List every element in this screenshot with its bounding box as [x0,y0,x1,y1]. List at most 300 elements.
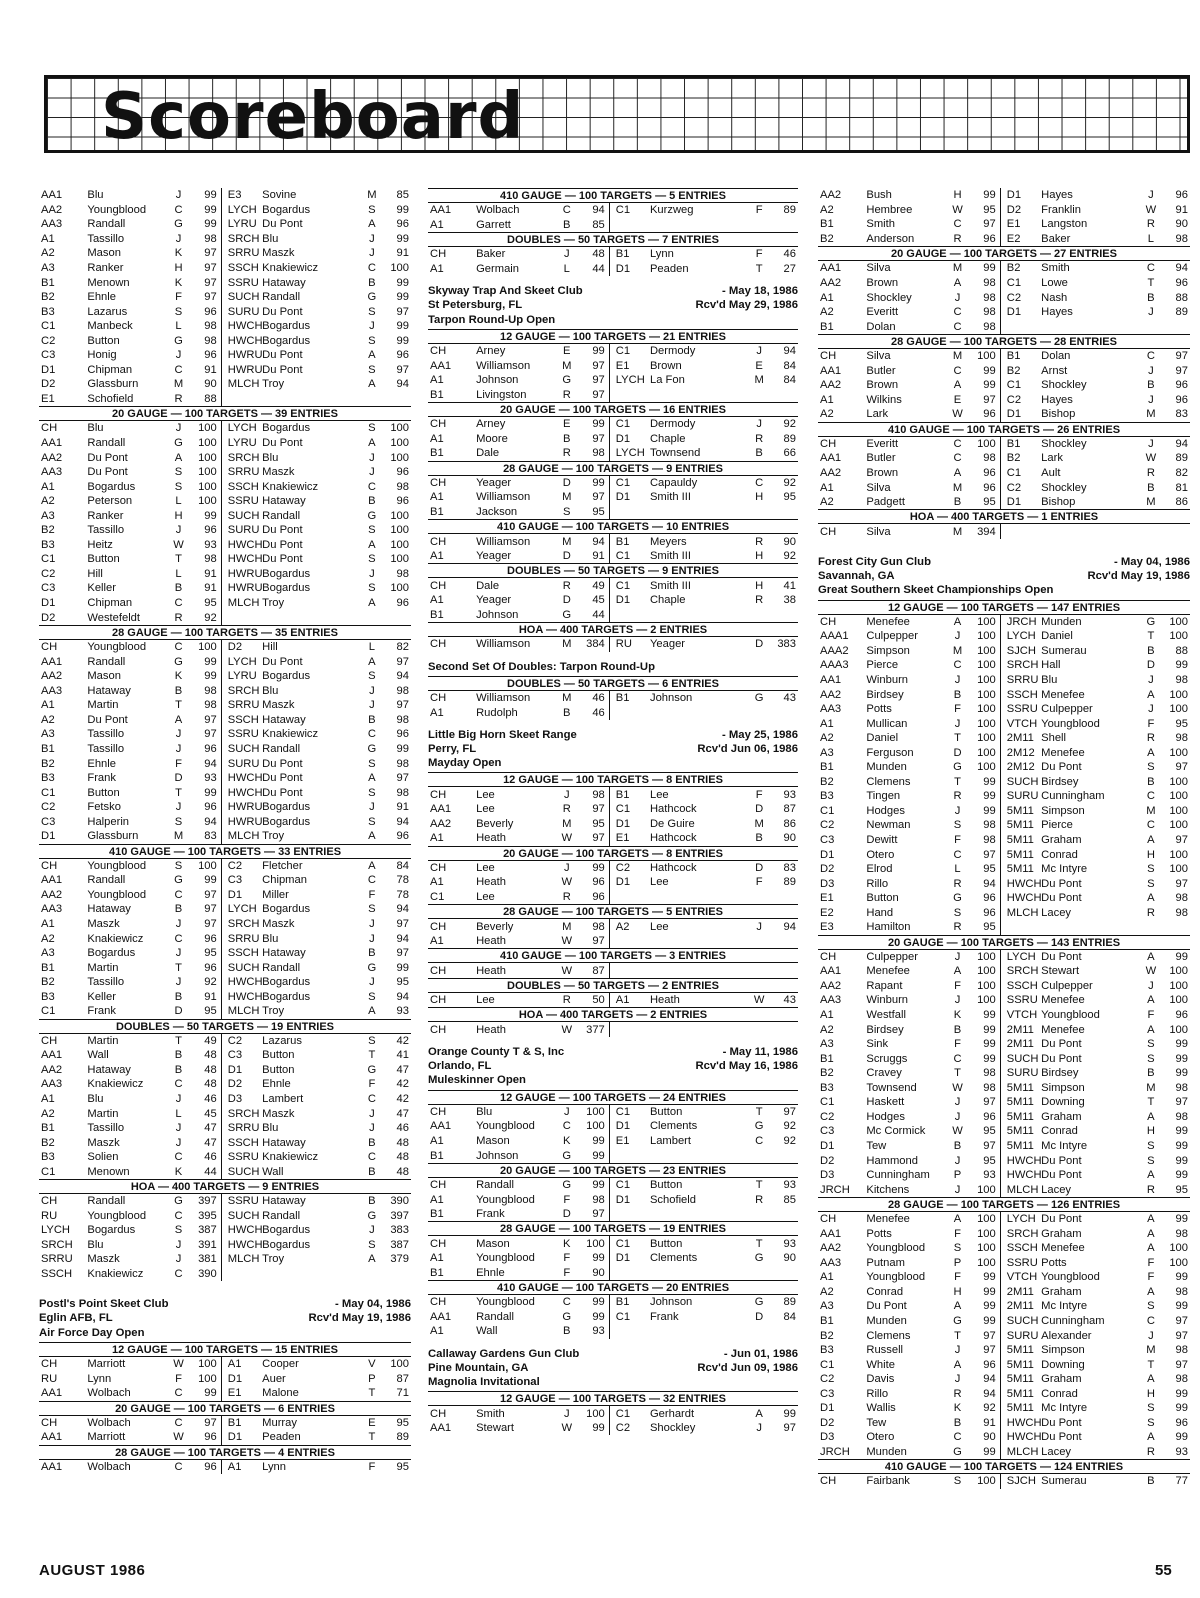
result-cell: AAA2 [820,644,849,657]
result-cell: L [368,641,376,654]
result-row [818,1008,1190,1023]
result-cell: A3 [41,947,55,960]
result-cell: 5M11 [1006,1358,1034,1371]
result-cell: 98 [967,1066,1000,1081]
result-cell: SUCH [227,1209,260,1222]
result-cell: D [174,1005,183,1018]
result-cell: 96 [188,348,221,363]
result-cell: Button [649,1237,683,1250]
result-cell: 97 [576,387,609,402]
result-cell: D1 [227,1372,243,1385]
received-date: Rcv'd Jun 06, 1986 [697,743,798,756]
result-cell: AA3 [820,994,842,1007]
event-header: 12 GAUGE — 100 TARGETS — 21 ENTRIES [428,329,798,344]
result-cell: T [755,1237,763,1250]
result-cell: 99 [967,261,1000,276]
event-header: 410 GAUGE — 100 TARGETS — 124 ENTRIES [818,1459,1190,1474]
result-row [818,349,1190,364]
result-cell: 100 [188,1357,221,1372]
result-row [818,1270,1190,1285]
result-cell: SUCH [227,509,260,522]
result-cell [750,890,769,905]
result-cell: Rapant [866,979,903,992]
result-cell: 46 [576,705,609,720]
result-cell: 50 [576,993,609,1008]
result-cell [768,1266,798,1281]
column-2 [428,188,798,1435]
result-cell: 96 [188,742,221,757]
result-cell: B1 [430,1149,444,1162]
result-row [428,607,798,622]
result-cell: Meyers [649,535,687,548]
result-cell: A2 [820,408,834,421]
result-cell: 94 [396,378,409,391]
result-cell: SSCH [227,480,259,493]
result-cell: Blu [87,1238,104,1251]
result-cell: G [367,509,377,522]
result-cell: K [174,276,183,289]
result-cell: J [954,1096,961,1109]
result-cell: Hataway [87,684,131,697]
result-cell: 98 [1175,1344,1188,1357]
result-cell: D1 [615,491,631,504]
result-cell: Du Pont [1041,1213,1082,1226]
result-cell: C3 [820,1387,835,1400]
result-cell: 96 [1175,277,1188,289]
result-cell: SURU [227,524,260,537]
result-cell: 95 [967,203,1000,218]
results-table [428,1178,798,1222]
result-cell: H [174,509,183,522]
result-cell: B1 [615,692,630,705]
result-row [428,1022,798,1037]
result-row [428,417,798,432]
result-cell: Munden [866,1445,907,1458]
result-row [39,989,411,1004]
result-cell: 99 [396,334,409,347]
result-cell: C [174,1078,183,1091]
result-cell: Dale [476,579,500,592]
result-cell: D1 [41,363,56,376]
result-row [39,1252,411,1267]
result-cell: J [1148,437,1154,450]
result-cell: 97 [967,1343,1000,1358]
result-cell: B1 [41,1122,55,1135]
result-cell: 98 [967,833,1000,848]
result-cell: SRRU [1006,674,1039,686]
result-cell: A1 [227,1358,242,1371]
result-cell: J [369,684,375,697]
event-name-row [428,313,798,327]
result-cell: Du Pont [262,349,303,362]
result-row [428,247,798,262]
result-cell: 48 [396,1136,409,1149]
result-cell: 94 [396,903,409,916]
result-cell: B2 [41,757,55,770]
result-cell: A2 [41,713,55,726]
result-cell: Maszk [87,1136,120,1149]
result-cell: Dolan [1041,350,1071,363]
result-row [818,1416,1190,1431]
result-cell: LYCH [227,422,257,435]
result-cell: B [755,832,763,845]
result-cell: 100 [1169,746,1188,759]
result-cell: Ault [1041,467,1061,480]
result-cell: Johnson [649,692,693,705]
result-cell: AA1 [430,803,452,816]
result-row [818,702,1190,717]
result-cell: A1 [820,393,834,406]
result-cell: J [756,418,762,431]
result-cell: HWRU [227,567,263,580]
result-cell: Menefee [1041,1023,1085,1036]
result-cell: AA1 [41,1431,63,1444]
event-name: Magnolia Invitational [428,1376,540,1389]
result-cell: 98 [188,232,221,247]
result-cell: Tassillo [87,1122,125,1135]
result-row [39,859,411,874]
result-cell: R [562,994,571,1007]
result-cell: J [954,674,961,686]
results-table [39,1034,411,1179]
result-cell: 99 [576,476,609,491]
result-cell: 82 [396,641,409,654]
result-cell: J [175,976,182,989]
result-cell: 100 [1169,688,1188,701]
result-cell: B1 [430,447,444,460]
result-cell: C [174,597,183,610]
result-cell: Otero [866,848,895,861]
result-cell: 100 [967,1212,1000,1227]
result-row [39,567,411,582]
result-cell: 100 [1169,994,1188,1007]
result-cell: 99 [188,1386,221,1401]
result-cell: 91 [188,363,221,378]
result-cell: R [755,432,764,445]
result-cell: Hill [87,567,103,580]
result-cell: M [1146,1081,1156,1094]
result-cell: E1 [820,892,834,905]
result-cell: 97 [396,947,409,960]
result-cell: R [562,891,571,903]
result-cell: Winburn [866,674,909,686]
result-cell: C [953,320,962,333]
result-cell: A2 [41,932,55,945]
result-cell: AA2 [430,817,452,830]
result-row [39,1357,411,1372]
club-location: Pine Mountain, GA [428,1361,529,1374]
result-cell [1041,524,1141,539]
result-cell: 95 [1175,1183,1188,1196]
result-cell: A1 [430,935,444,948]
result-cell: A [368,859,376,872]
result-cell: C2 [615,1422,631,1435]
result-row [39,975,411,990]
result-cell: Mc Cormick [866,1125,926,1138]
result-cell: H [953,1285,962,1298]
result-cell: 100 [1169,630,1188,643]
result-row [39,946,411,961]
received-date: Rcv'd May 29, 1986 [695,299,798,312]
result-cell: 100 [967,644,1000,659]
result-cell: HWRU [227,815,263,828]
result-cell: 390 [188,1267,221,1282]
result-cell [768,705,798,720]
result-cell: 90 [188,377,221,392]
result-cell: B2 [1006,364,1021,377]
result-cell: Capauldy [649,476,698,489]
result-cell: C1 [820,804,835,817]
result-cell [750,705,769,720]
result-row [428,1266,798,1281]
result-cell: Randall [262,742,301,755]
result-cell: C1 [41,553,56,566]
result-cell: G [367,742,377,755]
result-cell: De Guire [649,817,695,830]
event-name: Great Southern Skeet Championships Open [818,584,1054,597]
result-cell: 96 [967,1357,1000,1372]
result-cell: E1 [615,1134,630,1147]
result-cell: 93 [188,771,221,786]
result-row [818,789,1190,804]
result-cell: C [174,1209,183,1222]
result-cell: 95 [967,1124,1000,1139]
result-cell: H [953,189,962,202]
result-cell [768,1022,798,1037]
received-date: Rcv'd May 19, 1986 [1087,570,1190,583]
result-cell: J [175,1122,182,1135]
result-cell: MLCH [1006,1445,1039,1458]
result-cell: C1 [615,345,631,358]
result-cell: 48 [188,1077,221,1092]
result-cell: C [953,1431,962,1444]
result-cell: Dermody [649,345,696,358]
event-header: 28 GAUGE — 100 TARGETS — 19 ENTRIES [428,1221,798,1236]
result-cell: A1 [430,550,444,563]
result-cell: J [175,422,182,435]
result-cell: B [953,1023,962,1036]
result-cell: Maszk [262,247,295,260]
result-cell: 100 [967,702,1000,717]
result-cell: Livingston [476,388,527,401]
result-cell: B1 [41,742,55,755]
result-cell: Williamson [476,491,531,504]
result-cell: Heath [476,876,506,889]
result-cell: AA1 [430,1120,452,1133]
result-cell: Menefee [1041,1242,1085,1255]
result-cell: CH [41,1358,58,1371]
result-cell: G [174,334,183,347]
result-cell: 5M11 [1006,1081,1034,1094]
result-cell: 85 [783,1193,796,1206]
result-cell: C [367,262,376,274]
result-cell: E1 [615,359,630,372]
result-cell: HWCH [1006,1431,1042,1444]
result-cell: Mason [87,247,121,260]
result-cell: Ranker [87,262,124,274]
result-cell: 2M12 [1006,746,1035,759]
result-cell: 96 [396,349,409,362]
result-row [428,691,798,706]
result-cell: Lynn [262,1460,287,1473]
club-location: Eglin AFB, FL [39,1312,113,1325]
result-cell: C2 [1006,291,1022,304]
result-cell: Smith [866,218,895,231]
result-cell: Townsend [649,447,701,460]
result-cell: 99 [188,873,221,888]
result-row [39,392,411,407]
result-cell: J [954,804,961,817]
results-table [39,859,411,1019]
result-cell: Menown [87,1165,130,1178]
result-cell: A [953,379,962,392]
result-cell: A1 [41,1092,55,1105]
result-cell: S [1147,877,1155,890]
result-cell: SSRU [1006,1256,1038,1269]
result-cell: 95 [576,817,609,832]
result-row [818,1386,1190,1401]
result-cell: 2M11 [1006,1023,1034,1036]
result-cell: M [562,920,572,933]
result-cell: R [755,535,764,548]
result-cell: 91 [188,989,221,1004]
result-cell: M [754,817,764,830]
result-cell: A1 [430,374,444,387]
result-cell: Wall [87,1049,109,1062]
result-row [818,1357,1190,1372]
result-row [39,654,411,669]
result-cell: D3 [820,877,835,890]
result-cell: T [175,699,182,712]
result-cell: Tassillo [87,728,125,741]
result-row [818,1299,1190,1314]
result-row [39,290,411,305]
result-cell: Button [649,1179,683,1192]
result-cell: Newman [866,819,911,832]
result-row [428,358,798,373]
result-cell: 86 [783,817,796,830]
shoot-date: - May 04, 1986 [1114,555,1190,568]
result-row [39,363,411,378]
results-table [428,203,798,232]
result-cell: CH [820,950,837,963]
result-cell: Shockley [866,291,912,304]
result-cell: W [561,1023,573,1036]
result-cell: A [953,277,962,289]
result-cell: RU [41,1209,58,1222]
result-cell: Du Pont [262,524,303,537]
result-cell: LYCH [41,1224,71,1237]
result-cell: 96 [188,800,221,815]
result-cell: Simpson [1041,1081,1085,1094]
result-cell: C2 [615,861,631,874]
result-cell: 48 [396,1151,409,1164]
result-cell: W [561,935,573,948]
result-cell: AA2 [820,379,842,392]
result-cell: 99 [576,344,609,359]
result-cell: A [953,467,962,480]
result-cell: 84 [783,374,796,387]
result-cell: SUCH [227,961,260,974]
result-row [39,1135,411,1150]
club-heading [39,1297,411,1340]
result-cell: Chipman [87,597,133,610]
result-row [428,1134,798,1149]
result-cell: C [562,1120,571,1133]
result-row [428,1178,798,1193]
results-table [818,437,1190,510]
result-cell: Du Pont [262,218,303,231]
result-cell: B1 [430,388,444,401]
result-row [818,1226,1190,1241]
event-header: 410 GAUGE — 100 TARGETS — 10 ENTRIES [428,519,798,534]
result-cell: SSRU [227,495,259,508]
result-cell: M [1146,496,1156,509]
result-cell: D2 [820,1416,835,1429]
result-cell: A1 [820,717,834,730]
result-cell: AA3 [41,903,63,916]
result-cell: CH [430,248,447,261]
result-cell: D1 [820,1139,835,1152]
result-row [428,705,798,720]
result-cell: Tew [866,1416,887,1429]
result-cell: D2 [227,1078,243,1091]
result-cell [650,1207,750,1222]
result-cell: CH [430,1023,447,1036]
result-cell: A [953,1300,962,1313]
result-cell: Graham [1041,1227,1082,1240]
result-cell: F [755,788,763,801]
result-cell: HWCH [227,553,263,566]
result-row [428,1295,798,1310]
result-cell: H [755,550,764,563]
result-cell: 100 [1169,1256,1188,1269]
result-cell: SSCH [1006,1242,1038,1255]
result-cell: L [175,1107,182,1120]
result-cell: 100 [1169,819,1188,832]
result-cell: R [1146,906,1155,919]
result-cell: Silva [866,525,891,538]
result-row [39,1209,411,1224]
result-cell: J [563,1105,570,1118]
result-cell: B [174,582,183,595]
result-cell: 41 [396,1049,409,1062]
result-row [818,1051,1190,1066]
result-cell: Jackson [476,505,518,518]
result-row [39,494,411,509]
result-row [818,716,1190,731]
result-cell: 46 [783,248,796,261]
result-cell: Culpepper [866,630,918,643]
result-cell: LYCH [615,374,645,387]
result-cell: Cunningham [866,1169,930,1182]
result-cell: C2 [227,859,243,872]
result-cell: Malone [262,1387,299,1400]
result-cell: 387 [188,1223,221,1238]
event-header: 28 GAUGE — 100 TARGETS — 35 ENTRIES [39,625,411,640]
result-cell: 95 [967,1153,1000,1168]
result-cell: J [756,920,762,933]
result-row [428,490,798,505]
result-cell: Blu [262,1122,279,1135]
result-cell: 96 [1175,393,1188,406]
result-cell: 100 [188,465,221,480]
result-cell: S [368,553,376,566]
result-cell: R [174,611,183,624]
result-cell: 89 [783,1296,796,1309]
result-cell: Hataway [262,713,306,726]
result-row [39,436,411,451]
